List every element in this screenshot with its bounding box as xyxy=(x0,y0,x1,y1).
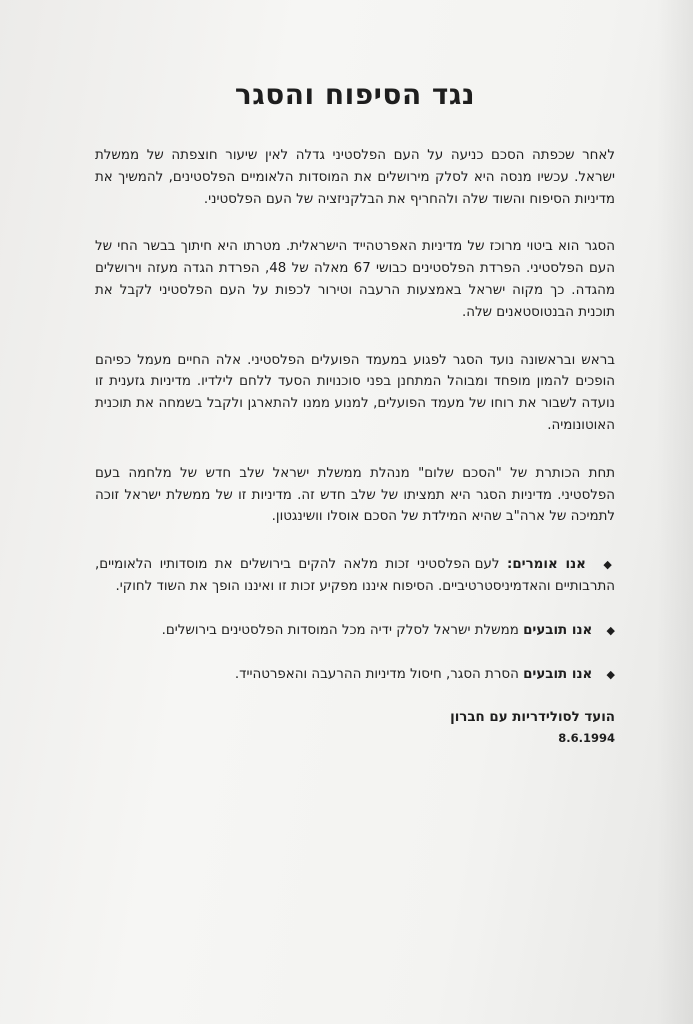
paragraph-workers: בראש ובראשונה נועד הסגר לפגוע במעמד הפועלים הפלסטיני. אלה החיים מעמל כפיהם הופכים להמון מופחד ומבוהל המתחנן בפני סוכנויות הסעד ללחם לילדיו. מדיניות גזענית זו נועדה לשבור את רוחו של מעמד הפועלים, למנוע ממנו להתארגן ולקבל בשמחה את תוכנית האוטונומיה. xyxy=(95,352,615,433)
bullet-lead: אנו תובעים xyxy=(523,666,593,682)
document-date: 8.6.1994 xyxy=(558,731,615,746)
paragraph-closure: הסגר הוא ביטוי מרוכז של מדיניות האפרטהייד הישראלית. מטרתו היא חיתוך בבשר החי של העם הפלסטיני. הפרדת הפלסטינים כבושי 67 מאלה של 48, הפרדת הגדה מעזה וירושלים מהגדה. כך מקוה ישראל באמצעות הרעבה וטירור לכפות על העם הפלסטיני לקבל את תוכנית הבנטוסטאנים שלה. xyxy=(95,239,615,320)
document-body xyxy=(95,78,615,747)
bullet-item xyxy=(95,620,615,642)
bullet-text: הסרת הסגר, חיסול מדיניות ההרעבה והאפרטהייד. xyxy=(234,666,519,682)
bullet-lead: אנו תובעים xyxy=(523,622,593,638)
diamond-bullet-icon: ◆ xyxy=(603,558,615,572)
page-shadow xyxy=(657,0,693,1024)
paragraph-peace-agreement: תחת הכותרת של "הסכם שלום" מנהלת ממשלת ישראל שלב חדש של מלחמה בעם הפלסטיני. מדיניות הסגר היא תמציתו של שלב חדש זה. מדיניות זו של ממשלת ישראל זוכה לתמיכה של ארה"ב שהיא המילדת של הסכם אוסלו וושינגטון. xyxy=(95,465,615,525)
bullet-item xyxy=(95,554,615,598)
bullet-text: לעם הפלסטיני זכות מלאה להקים בירושלים את מוסדותיו הלאומיים, התרבותיים והאדמיניסטרטיביים. הסיפוח איננו מפקיע זכות זו ואיננו הופך את השוד לחוקי. xyxy=(95,557,615,594)
bullet-item xyxy=(95,664,615,686)
diamond-bullet-icon: ◆ xyxy=(606,667,615,681)
paragraph-intro: לאחר שכפתה הסכם כניעה על העם הפלסטיני גדלה לאין שיעור חוצפתה של ממשלת ישראל. עכשיו מנסה היא לסלק מירושלים את המוסדות הלאומיים הפלסטינים, להמשיך את מדיניות הסיפוח והשוד שלה ולהחריף את הבלקניזציה של העם הפלסטיני. xyxy=(95,148,615,207)
bullet-text: ממשלת ישראל לסלק ידיה מכל המוסדות הפלסטינים בירושלים. xyxy=(161,622,519,638)
diamond-bullet-icon: ◆ xyxy=(606,623,615,637)
bullet-lead: אנו אומרים: xyxy=(506,557,586,573)
document-title: נגד הסיפוח והסגר xyxy=(234,78,476,111)
signature: הועד לסולידריות עם חברון xyxy=(450,710,615,726)
